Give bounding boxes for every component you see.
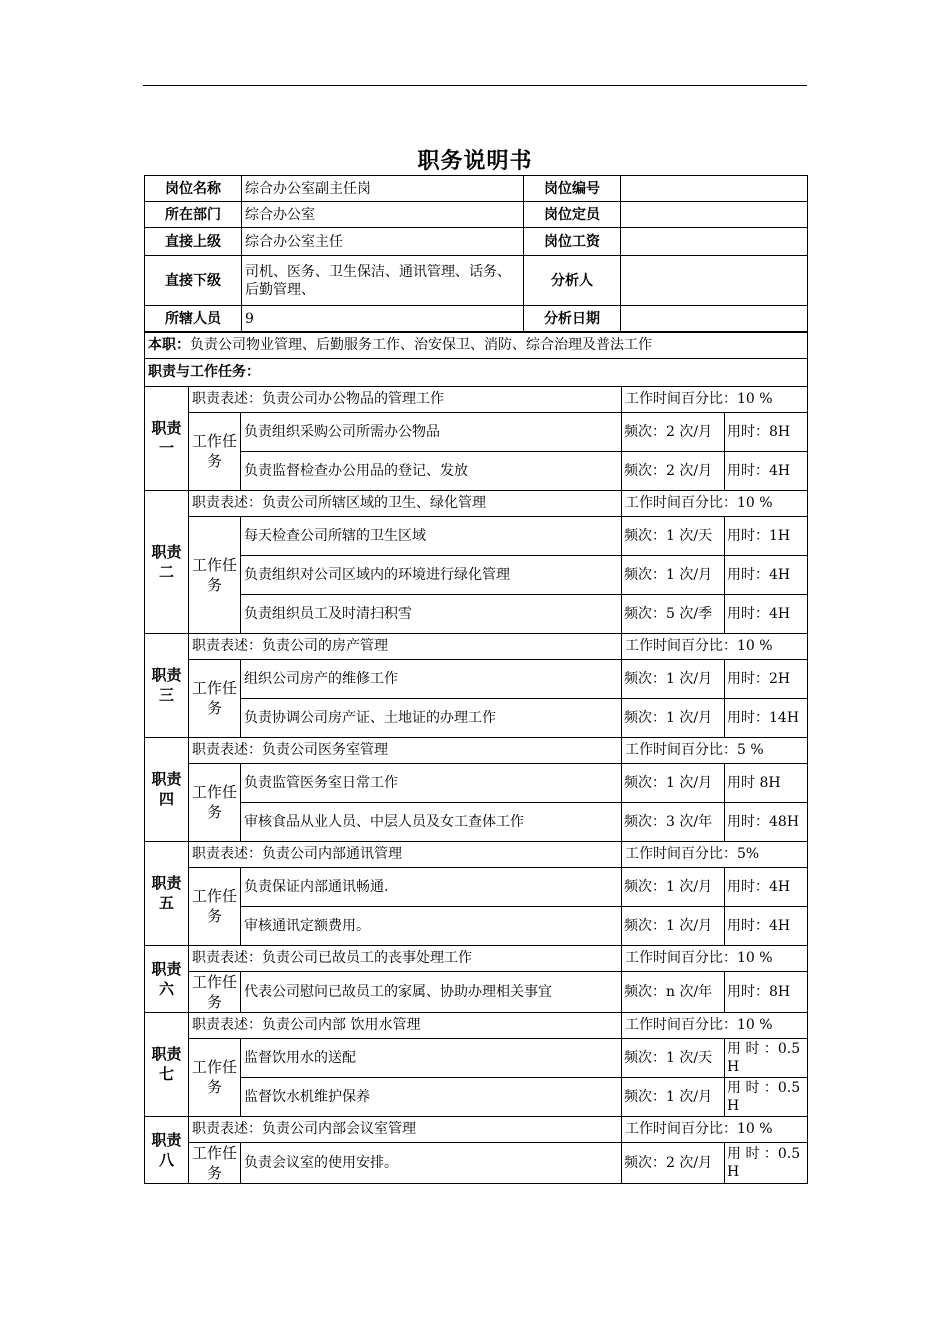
task-label: 工作任务 [189,1038,241,1116]
task-frequency: 频次：n 次/年 [622,971,725,1012]
task-text: 负责组织员工及时清扫积雪 [241,594,622,633]
task-row [145,763,808,802]
duty-time-percent: 工作时间百分比：10 % [622,1116,808,1142]
task-row [145,867,808,906]
task-row [145,971,808,1012]
task-frequency: 频次：1 次/月 [622,906,725,945]
task-label: 工作任务 [189,516,241,633]
duty-description: 职责表述：负责公司办公物品的管理工作 [189,386,622,412]
task-frequency: 频次：1 次/天 [622,516,725,555]
info-value [621,306,808,332]
duty-label: 职责五 [145,841,189,945]
task-text: 代表公司慰问已故员工的家属、协助办理相关事宜 [241,971,622,1012]
info-row [145,202,808,228]
task-text: 负责协调公司房产证、土地证的办理工作 [241,698,622,737]
duty-time-percent: 工作时间百分比：10 % [622,490,808,516]
duty-time-percent: 工作时间百分比：10 % [622,1012,808,1038]
duty-desc-row [145,737,808,763]
info-value: 综合办公室副主任岗 [242,176,524,202]
task-label: 工作任务 [189,763,241,841]
task-duration: 用时：14H [725,698,808,737]
info-label: 直接下级 [145,256,242,306]
position-info-table [144,175,808,332]
duty-time-percent: 工作时间百分比：10 % [622,386,808,412]
info-value: 综合办公室 [242,202,524,228]
task-text: 每天检查公司所辖的卫生区域 [241,516,622,555]
task-duration: 用时：4H [725,594,808,633]
info-label: 直接上级 [145,228,242,256]
task-frequency: 频次：1 次/天 [622,1038,725,1077]
info-label: 岗位定员 [524,202,621,228]
task-text: 监督饮用水的送配 [241,1038,622,1077]
info-row [145,228,808,256]
duty-desc-row [145,1012,808,1038]
task-text: 审核通讯定额费用。 [241,906,622,945]
task-text: 负责组织采购公司所需办公物品 [241,412,622,451]
duty-time-percent: 工作时间百分比：5% [622,841,808,867]
task-text: 负责会议室的使用安排。 [241,1142,622,1183]
task-frequency: 频次：2 次/月 [622,451,725,490]
task-duration: 用时：4H [725,555,808,594]
main-duty-text: 负责公司物业管理、后勤服务工作、治安保卫、消防、综合治理及普法工作 [190,337,652,354]
task-frequency: 频次：2 次/月 [622,1142,725,1183]
duty-desc-row [145,490,808,516]
info-label: 岗位编号 [524,176,621,202]
duties-table [144,331,808,1184]
task-duration: 用 时 ：0.5H [725,1142,808,1183]
duty-description: 职责表述：负责公司内部通讯管理 [189,841,622,867]
info-value: 9 [242,306,524,332]
task-duration: 用时：2H [725,659,808,698]
task-text: 负责组织对公司区域内的环境进行绿化管理 [241,555,622,594]
task-label: 工作任务 [189,867,241,945]
task-frequency: 频次：5 次/季 [622,594,725,633]
task-duration: 用 时 ：0.5H [725,1077,808,1116]
duty-desc-row [145,386,808,412]
task-frequency: 频次：1 次/月 [622,763,725,802]
info-value [621,256,808,306]
info-row [145,176,808,202]
duty-time-percent: 工作时间百分比：10 % [622,945,808,971]
info-label: 分析人 [524,256,621,306]
duty-desc-row [145,841,808,867]
info-value: 司机、医务、卫生保洁、通讯管理、话务、后勤管理、 [242,256,524,306]
duty-label: 职责一 [145,386,189,490]
info-label: 岗位名称 [145,176,242,202]
duty-label: 职责七 [145,1012,189,1116]
info-value [621,202,808,228]
task-text: 监督饮水机维护保养 [241,1077,622,1116]
task-label: 工作任务 [189,1142,241,1183]
task-duration: 用时：8H [725,971,808,1012]
duty-description: 职责表述：负责公司的房产管理 [189,633,622,659]
section-title: 职责与工作任务： [145,358,808,386]
task-text: 负责监督检查办公用品的登记、发放 [241,451,622,490]
document-title: 职务说明书 [417,149,533,174]
info-label: 岗位工资 [524,228,621,256]
duty-desc-row [145,1116,808,1142]
task-row [145,516,808,555]
task-frequency: 频次：1 次/月 [622,1077,725,1116]
task-frequency: 频次：1 次/月 [622,555,725,594]
duty-label: 职责四 [145,737,189,841]
task-text: 负责保证内部通讯畅通. [241,867,622,906]
info-value [621,176,808,202]
task-frequency: 频次：1 次/月 [622,867,725,906]
info-row [145,306,808,332]
task-duration: 用时：4H [725,867,808,906]
main-duty-row [145,332,808,358]
duty-time-percent: 工作时间百分比：5 % [622,737,808,763]
task-duration: 用 时 ：0.5H [725,1038,808,1077]
task-row [145,594,808,633]
duty-label: 职责二 [145,490,189,633]
duty-time-percent: 工作时间百分比：10 % [622,633,808,659]
task-duration: 用时：48H [725,802,808,841]
duty-label: 职责八 [145,1116,189,1183]
duty-desc-row [145,945,808,971]
task-row [145,1142,808,1183]
info-value [621,228,808,256]
duty-description: 职责表述：负责公司内部 饮用水管理 [189,1012,622,1038]
duty-description: 职责表述：负责公司所辖区域的卫生、绿化管理 [189,490,622,516]
duty-description: 职责表述：负责公司已故员工的丧事处理工作 [189,945,622,971]
task-row [145,555,808,594]
task-row [145,906,808,945]
task-text: 审核食品从业人员、中层人员及女工查体工作 [241,802,622,841]
info-row [145,256,808,306]
task-row [145,1038,808,1077]
info-value: 综合办公室主任 [242,228,524,256]
main-duty-label: 本职： [148,337,190,354]
task-text: 组织公司房产的维修工作 [241,659,622,698]
task-duration: 用时：4H [725,906,808,945]
duty-desc-row [145,633,808,659]
duty-description: 职责表述：负责公司医务室管理 [189,737,622,763]
info-label: 分析日期 [524,306,621,332]
duty-description: 职责表述：负责公司内部会议室管理 [189,1116,622,1142]
task-row [145,659,808,698]
task-row [145,1077,808,1116]
header-rule [143,85,807,86]
task-label: 工作任务 [189,971,241,1012]
task-frequency: 频次：1 次/月 [622,659,725,698]
task-duration: 用时：1H [725,516,808,555]
task-text: 负责监管医务室日常工作 [241,763,622,802]
task-row [145,412,808,451]
task-row [145,802,808,841]
info-label: 所辖人员 [145,306,242,332]
task-frequency: 频次：1 次/月 [622,698,725,737]
info-label: 所在部门 [145,202,242,228]
task-row [145,698,808,737]
task-frequency: 频次：3 次/年 [622,802,725,841]
duty-label: 职责三 [145,633,189,737]
task-frequency: 频次：2 次/月 [622,412,725,451]
task-label: 工作任务 [189,412,241,490]
task-label: 工作任务 [189,659,241,737]
task-duration: 用时：4H [725,451,808,490]
task-duration: 用时：8H [725,412,808,451]
task-duration: 用时 8H [725,763,808,802]
task-row [145,451,808,490]
duty-label: 职责六 [145,945,189,1012]
